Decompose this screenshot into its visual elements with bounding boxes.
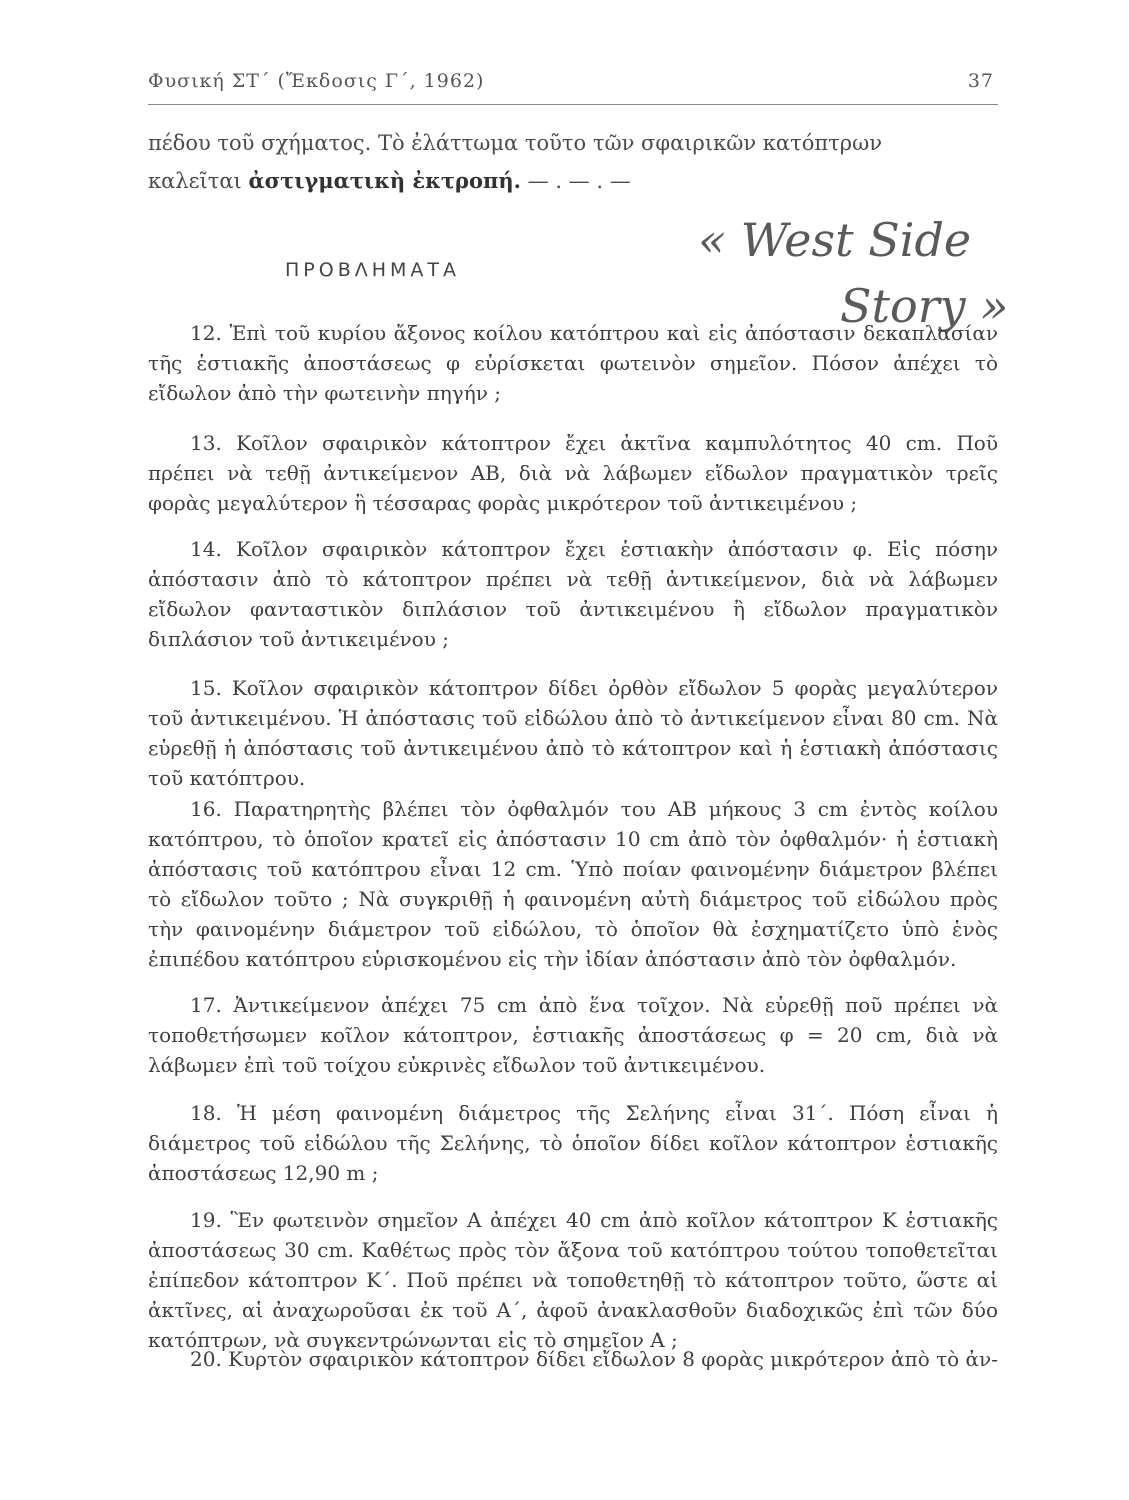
- term-astigmatic-aberration: ἀστιγματικὴ ἐκτροπή.: [248, 168, 521, 193]
- handwritten-annotation: [690, 188, 1050, 338]
- problem-number: 19.: [190, 1208, 222, 1232]
- problem-text: Κυρτὸν σφαιρικὸν κάτοπτρον δίδει εἴδωλον 8 φορὰς μικρότερον ἀπὸ τὸ ἀν-: [228, 1347, 998, 1371]
- problem-number: 20.: [190, 1347, 222, 1371]
- problem-number: 16.: [190, 797, 222, 821]
- problem-number: 14.: [190, 537, 222, 561]
- problem-17: [148, 990, 998, 1080]
- intro-line-1: πέδου τοῦ σχήματος. Τὸ ἐλάττωμα τοῦτο τῶν σφαιρικῶν κατόπτρων: [148, 131, 882, 155]
- problem-text: Κοῖλον σφαιρικὸν κάτοπτρον ἔχει ἀκτῖνα καμπυλότητος 40 cm. Ποῦ πρέπει νὰ τεθῇ ἀντικείμενον ΑΒ, διὰ νὰ λάβωμεν εἴδωλον πραγματικὸν τρεῖς φορὰς μεγαλύτερον ἢ τέσσαρας φορὰς μικρότερον τοῦ ἀντικειμένου ;: [148, 431, 999, 515]
- problem-13: [148, 428, 998, 518]
- problem-number: 12.: [190, 321, 222, 345]
- problem-text: Ἡ μέση φαινομένη διάμετρος τῆς Σελήνης εἶναι 31΄. Πόση εἶναι ἡ διάμετρος τοῦ εἰδώλου τῆς Σελήνης, τὸ ὁποῖον δίδει κοῖλον κάτοπτρον ἑστιακῆς ἀποστάσεως 12,90 m ;: [148, 1101, 999, 1185]
- problem-19: [148, 1205, 998, 1355]
- intro-line-2-prefix: καλεῖται: [148, 169, 242, 193]
- handwriting-line-2: Story »: [840, 279, 1009, 333]
- intro-dash-ornament: — . — . —: [527, 169, 631, 193]
- problem-text: Ἀντικείμενον ἀπέχει 75 cm ἀπὸ ἕνα τοῖχον. Νὰ εὑρεθῇ ποῦ πρέπει νὰ τοποθετήσωμεν κοῖλον κάτοπτρον, ἑστιακῆς ἀποστάσεως φ = 20 cm, διὰ νὰ λάβωμεν ἐπὶ τοῦ τοίχου εὐκρινὲς εἴδωλον τοῦ ἀντικειμένου.: [148, 993, 998, 1077]
- handwriting-graphic: [690, 188, 1050, 338]
- problem-text: Κοῖλον σφαιρικὸν κάτοπτρον δίδει ὀρθὸν εἴδωλον 5 φορὰς μεγαλύτερον τοῦ ἀντικειμένου. Ἡ ἀπόστασις τοῦ εἰδώλου ἀπὸ τὸ ἀντικείμενον εἶναι 80 cm. Νὰ εὑρεθῇ ἡ ἀπόστασις τοῦ ἀντικειμένου ἀπὸ τὸ κάτοπτρον καὶ ἡ ἑστιακὴ ἀπόστασις τοῦ κατόπτρου.: [148, 676, 998, 790]
- page-number: 37: [967, 70, 994, 92]
- running-head: [148, 70, 994, 92]
- problem-number: 15.: [190, 676, 222, 700]
- running-title: Φυσική ΣΤ΄ (Ἔκδοσις Γ΄, 1962): [148, 70, 485, 92]
- problem-15: [148, 673, 998, 793]
- problem-12: [148, 318, 998, 408]
- problem-text: Κοῖλον σφαιρικὸν κάτοπτρον ἔχει ἑστιακὴν ἀπόστασιν φ. Εἰς πόσην ἀπόστασιν ἀπὸ τὸ κάτοπτρον πρέπει νὰ τεθῇ ἀντικείμενον, διὰ νὰ λάβωμεν εἴδωλον φανταστικὸν διπλάσιον τοῦ ἀντικειμένου ἢ εἴδωλον πραγματικὸν διπλάσιον τοῦ ἀντικειμένου ;: [148, 537, 999, 651]
- problem-20: [148, 1344, 998, 1374]
- problem-number: 17.: [190, 993, 222, 1017]
- problem-14: [148, 534, 998, 654]
- problem-16: [148, 794, 998, 974]
- problem-text: Παρατηρητὴς βλέπει τὸν ὀφθαλμόν του ΑΒ μήκους 3 cm ἐντὸς κοίλου κατόπτρου, τὸ ὁποῖον κρατεῖ εἰς ἀπόστασιν 10 cm ἀπὸ τὸν ὀφθαλμόν· ἡ ἑστιακὴ ἀπόστασις τοῦ κατόπτρου εἶναι 12 cm. Ὑπὸ ποίαν φαινομένην διάμετρον βλέπει τὸ εἴδωλον τοῦτο ; Νὰ συγκριθῇ ἡ φαινομένη αὐτὴ διάμετρος τοῦ εἰδώλου πρὸς τὴν φαινομένην διάμετρον τοῦ εἰδώλου, τὸ ὁποῖον θὰ ἐσχηματίζετο ὑπὸ ἑνὸς ἐπιπέδου κατόπτρου εὑρισκομένου εἰς τὴν ἰδίαν ἀπόστασιν ἀπὸ τὸν ὀφθαλμόν.: [148, 797, 998, 971]
- section-title: ΠΡΟΒΛΗΜΑΤΑ: [285, 259, 461, 281]
- problem-text: Ἐπὶ τοῦ κυρίου ἄξονος κοίλου κατόπτρου καὶ εἰς ἀπόστασιν δεκαπλασίαν τῆς ἑστιακῆς ἀποστάσεως φ εὑρίσκεται φωτεινὸν σημεῖον. Πόσον ἀπέχει τὸ εἴδωλον ἀπὸ τὴν φωτεινὴν πηγήν ;: [148, 321, 998, 405]
- handwriting-line-1: « West Side: [698, 213, 972, 267]
- problem-number: 18.: [190, 1101, 222, 1125]
- header-rule: [148, 104, 998, 105]
- problem-text: Ἓν φωτεινὸν σημεῖον Α ἀπέχει 40 cm ἀπὸ κοῖλον κάτοπτρον Κ ἑστιακῆς ἀποστάσεως 30 cm. Καθέτως πρὸς τὸν ἄξονα τοῦ κατόπτρου τούτου τοποθετεῖται ἐπίπεδον κάτοπτρον Κ΄. Ποῦ πρέπει νὰ τοποθετηθῇ τὸ κάτοπτρον τοῦτο, ὥστε αἱ ἀκτῖνες, αἱ ἀναχωροῦσαι ἐκ τοῦ Α΄, ἀφοῦ ἀνακλασθοῦν διαδοχικῶς ἐπὶ τῶν δύο κατόπτρων, νὰ συγκεντρώνωνται εἰς τὸ σημεῖον Α ;: [148, 1208, 998, 1352]
- problem-number: 13.: [190, 431, 222, 455]
- problem-18: [148, 1098, 998, 1188]
